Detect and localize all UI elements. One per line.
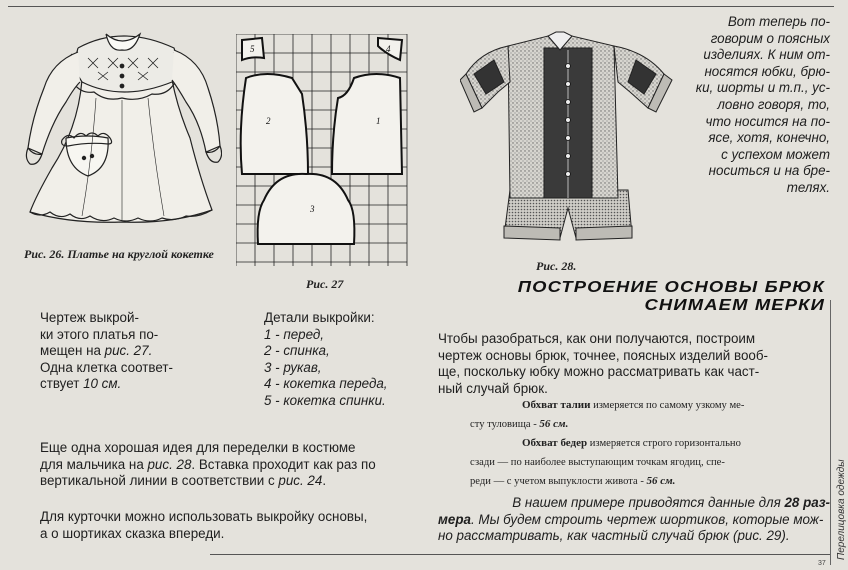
- scale-value: 10 см.: [83, 376, 122, 392]
- text-line: Для курточки можно использовать выкройку основы,: [40, 509, 368, 524]
- details-list: [264, 310, 424, 410]
- heading-line-2: СНИМАЕМ МЕРКИ: [644, 297, 825, 314]
- intro-line: что носится на по-: [705, 113, 830, 129]
- figure-26-caption: Рис. 26. Платье на круглой кокетке: [24, 247, 214, 261]
- text-line: [438, 512, 830, 529]
- text-line: Чтобы разобраться, как они получаются, построим: [438, 331, 756, 346]
- top-rule: [8, 6, 834, 7]
- text-span: . Мы будем строить чертеж шортиков, которые мож-: [470, 511, 824, 527]
- text-span: . Вставка проходит как раз по: [191, 456, 376, 472]
- main-paragraph: [438, 331, 828, 397]
- text-line: ще, поскольку юбку можно рассматривать как част-: [438, 364, 760, 380]
- hips-line-2: сзади — по наиболее выступающим точкам ягодиц, спе-: [470, 457, 725, 468]
- text-span: вертикальной линии в соответствии с: [40, 473, 279, 489]
- pattern-grid: [236, 34, 408, 266]
- intro-line: телях.: [786, 179, 830, 195]
- text-span: мещен на: [40, 343, 105, 359]
- figure-27-caption: Рис. 27: [306, 277, 344, 291]
- waist-label: Обхват талии: [522, 399, 591, 411]
- text-line: Еще одна хорошая идея для переделки в костюме: [40, 440, 356, 455]
- text-line: Одна клетка соответ-: [40, 359, 173, 375]
- details-item: 5 - кокетка спинки.: [264, 392, 386, 408]
- intro-line: с успехом может: [721, 146, 830, 162]
- bottom-rule: [210, 554, 830, 555]
- details-title: Детали выкройки:: [264, 310, 375, 325]
- boys-suit-illustration: [460, 22, 676, 254]
- page-number: 37: [818, 560, 826, 567]
- hips-value: 56 см.: [646, 475, 676, 487]
- waist-value: 56 см.: [539, 418, 569, 430]
- text-line: а о шортиках сказка впереди.: [40, 525, 225, 541]
- text-line: но рассматривать, как частный случай брюк (рис. 29).: [438, 528, 790, 544]
- figure-ref: рис. 27.: [104, 343, 153, 359]
- details-item: 4 - кокетка переда,: [264, 376, 388, 392]
- text-line: [40, 473, 420, 490]
- dress-illustration: [22, 18, 222, 230]
- piece-5-label: 5: [250, 44, 255, 54]
- text-line: чертеж основы брюк, точнее, поясных изделий вооб-: [438, 347, 768, 363]
- waist-line-2: [470, 415, 810, 434]
- text-span: .: [322, 473, 327, 489]
- figure-ref: рис. 28: [147, 456, 192, 472]
- text-line: [438, 495, 830, 512]
- intro-line: изделиях. К ним от-: [703, 47, 830, 63]
- side-label: Перелицовка одежды: [836, 459, 847, 560]
- text-line: [40, 376, 210, 393]
- hips-line-1: [470, 434, 810, 453]
- text-span: ствует: [40, 376, 84, 392]
- remake-paragraph: [40, 440, 420, 490]
- pattern-paragraph: [40, 310, 210, 393]
- hips-line-3: [470, 472, 810, 491]
- text-line: [40, 343, 210, 360]
- figure-ref: рис. 24: [278, 473, 323, 489]
- right-rule: [830, 300, 831, 565]
- details-item: 2 - спинка,: [264, 343, 330, 359]
- piece-4-label: 4: [386, 44, 391, 54]
- size-value: 28 раз-: [784, 495, 830, 510]
- text-line: ный случай брюк.: [438, 380, 548, 396]
- details-item: 1 - перед,: [264, 326, 325, 342]
- example-paragraph: [438, 495, 830, 545]
- intro-line: ки, шорты и т.п., ус-: [695, 80, 830, 96]
- section-heading: [497, 279, 825, 315]
- details-item: 3 - рукав,: [264, 359, 322, 375]
- text-span: для мальчика на: [40, 456, 148, 472]
- hips-label: Обхват бедер: [522, 437, 588, 449]
- text-span: измеряется строго горизонтально: [587, 438, 741, 449]
- text-span: сту туловища -: [470, 419, 540, 430]
- text-line: [40, 457, 420, 474]
- waist-line-1: [470, 396, 810, 415]
- text-span: реди — с учетом выпуклости живота -: [470, 476, 647, 487]
- heading-line-1: ПОСТРОЕНИЕ ОСНОВЫ БРЮК: [517, 279, 825, 296]
- text-span: измеряется по самому узкому ме-: [590, 400, 745, 411]
- intro-line: ясе, хотя, конечно,: [708, 130, 830, 146]
- intro-line: Вот теперь по-: [727, 14, 830, 29]
- text-line: ки этого платья по-: [40, 326, 159, 342]
- intro-line: говорим о поясных: [710, 30, 830, 46]
- jacket-paragraph: [40, 509, 420, 542]
- piece-3-label: 3: [310, 204, 315, 214]
- intro-line: носятся юбки, брю-: [704, 63, 830, 79]
- piece-2-label: 2: [266, 116, 271, 126]
- piece-1-label: 1: [376, 116, 381, 126]
- text-span: В нашем примере приводятся данные для: [512, 495, 785, 510]
- intro-paragraph: [690, 14, 830, 197]
- measures-block: [470, 396, 810, 491]
- figure-28-caption: Рис. 28.: [536, 259, 577, 273]
- text-line: Чертеж выкрой-: [40, 310, 139, 325]
- intro-line: ловно говоря, то,: [717, 96, 830, 112]
- intro-line: носиться и на бре-: [708, 163, 830, 179]
- size-suffix: мера: [438, 511, 471, 527]
